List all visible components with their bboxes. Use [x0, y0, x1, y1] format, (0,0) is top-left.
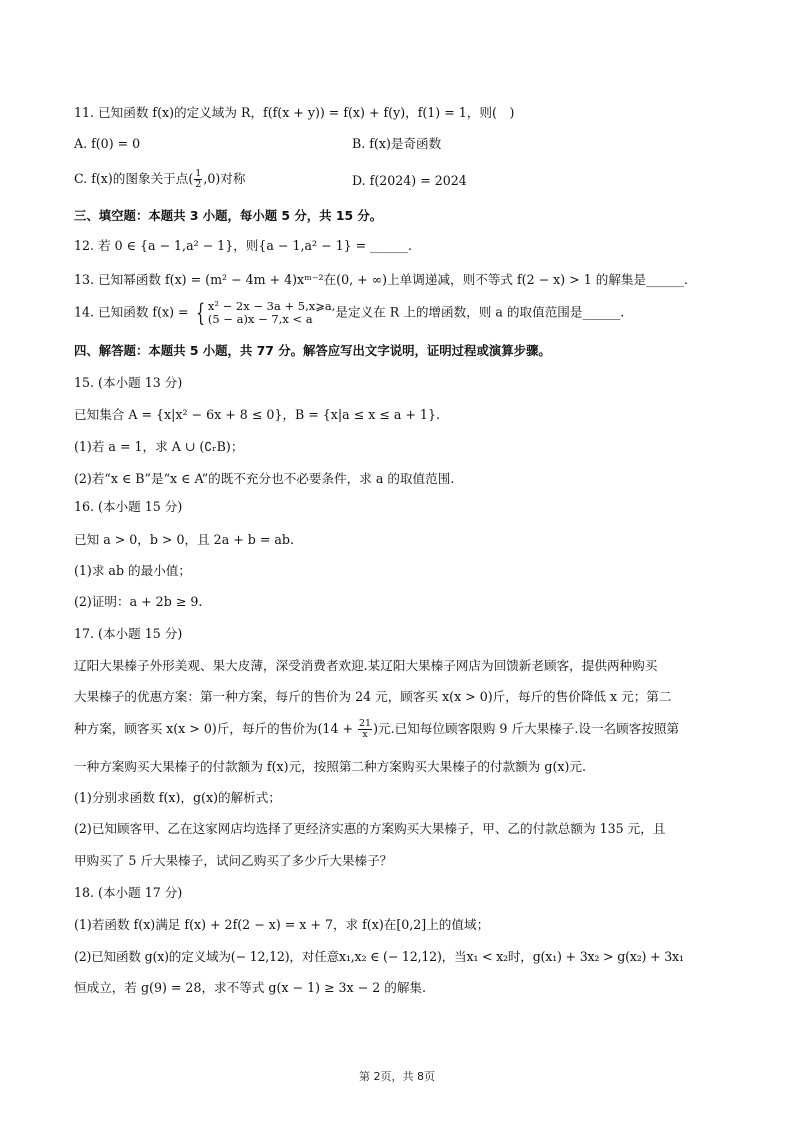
q12: 12. 若 0 ∈ {a − 1,a² − 1}，则{a − 1,a² − 1} = ______. — [74, 238, 412, 253]
q11-c-numerator: 1 — [195, 168, 202, 179]
brace-symbol: { — [195, 299, 205, 327]
q18-heading: 18. (本小题 17 分) — [74, 885, 183, 900]
section-3-heading: 三、填空题：本题共 3 小题，每小题 5 分，共 15 分。 — [74, 208, 383, 223]
q17-part-2: (2)已知顾客甲、乙在这家网店均选择了更经济实惠的方案购买大果榛子，甲、乙的付款总额为 135 元，且 — [74, 821, 666, 836]
q14-piecewise — [208, 300, 336, 326]
q11-option-b: B. f(x)是奇函数 — [352, 136, 442, 151]
q17-line-1: 辽阳大果榛子外形美观、果大皮薄，深受消费者欢迎.某辽阳大果榛子网店为回馈新老顾客，提供两种购买 — [74, 658, 658, 673]
q17-line-3-pre: 种方案，顾客买 x(x > 0)斤，每斤的售价为(14 + — [74, 721, 358, 736]
q14-case-1: x² − 2x − 3a + 5,x⩾a, — [207, 299, 336, 313]
q11-option-c-post: ,0)对称 — [203, 171, 246, 186]
q17-line-2: 大果榛子的优惠方案：第一种方案，每斤的售价为 24 元，顾客买 x(x > 0)斤，每斤的售价降低 x 元；第二 — [74, 689, 672, 704]
q14-post: 是定义在 R 上的增函数，则 a 的取值范围是______. — [335, 304, 625, 320]
q18-part-1: (1)若函数 f(x)满足 f(x) + 2f(2 − x) = x + 7，求 f(x)在[0,2]上的值域； — [74, 917, 490, 932]
section-4-heading: 四、解答题：本题共 5 小题，共 77 分。解答应写出文字说明，证明过程或演算步骤。 — [74, 343, 551, 358]
q16-heading: 16. (本小题 15 分) — [74, 499, 183, 514]
page-footer: 第 2页，共 8页 — [359, 1070, 435, 1083]
q17-line-3-post: )元.已知每位顾客限购 9 斤大果榛子.设一名顾客按照第 — [373, 721, 680, 736]
q15-part-2: (2)若“x ∈ B”是“x ∈ A”的既不充分也不必要条件，求 a 的取值范围. — [74, 471, 455, 486]
q16-part-2: (2)证明：a + 2b ≥ 9. — [74, 594, 203, 609]
q17-fraction-numerator: 21 — [359, 718, 372, 729]
q14-pre: 14. 已知函数 f(x) = — [74, 304, 193, 320]
q11-option-c — [74, 169, 245, 190]
q17-fraction — [358, 719, 372, 740]
q15-part-1: (1)若 a = 1，求 A ∪ (∁ᵣB)； — [74, 439, 244, 454]
q15-line-1: 已知集合 A = {x|x² − 6x + 8 ≤ 0}，B = {x|a ≤ x ≤ a + 1}. — [74, 407, 440, 422]
q17-heading: 17. (本小题 15 分) — [74, 626, 183, 641]
q17-line-4: 一种方案购买大果榛子的付款额为 f(x)元，按照第二种方案购买大果榛子的付款额为 g(x)元. — [74, 759, 586, 774]
q11-stem: 11. 已知函数 f(x)的定义域为 R，f(f(x + y)) = f(x) + f(y)，f(1) = 1，则( ) — [74, 105, 515, 120]
q18-part-2: (2)已知函数 g(x)的定义域为(− 12,12)，对任意x₁,x₂ ∈ (− 12,12)，当x₁ < x₂时，g(x₁) + 3x₂ > g(x₂) + 3x₁ — [74, 949, 684, 964]
q11-option-c-pre: C. f(x)的图象关于点( — [74, 171, 194, 186]
q11-c-denominator: 2 — [195, 179, 202, 190]
q17-part-2-cont: 甲购买了 5 斤大果榛子，试问乙购买了多少斤大果榛子？ — [74, 853, 393, 868]
q14-case-2: (5 − a)x − 7,x < a — [207, 312, 313, 326]
q11-option-a: A. f(0) = 0 — [74, 136, 141, 151]
q18-part-2-cont: 恒成立，若 g(9) = 28，求不等式 g(x − 1) ≥ 3x − 2 的解集. — [74, 980, 427, 995]
q17-fraction-denominator: x — [362, 729, 368, 740]
q15-heading: 15. (本小题 13 分) — [74, 375, 183, 390]
q16-part-1: (1)求 ab 的最小值； — [74, 563, 191, 578]
q13: 13. 已知幂函数 f(x) = (m² − 4m + 4)xᵐ⁻²在(0, + ∞)上单调递减，则不等式 f(2 − x) > 1 的解集是______. — [74, 272, 688, 287]
q17-part-1: (1)分别求函数 f(x)，g(x)的解析式； — [74, 790, 281, 805]
q17-line-3 — [74, 719, 679, 740]
q11-option-d: D. f(2024) = 2024 — [352, 173, 467, 188]
q14 — [74, 300, 624, 326]
q16-line-1: 已知 a > 0，b > 0，且 2a + b = ab. — [74, 532, 294, 547]
q11-option-c-fraction — [194, 169, 202, 190]
